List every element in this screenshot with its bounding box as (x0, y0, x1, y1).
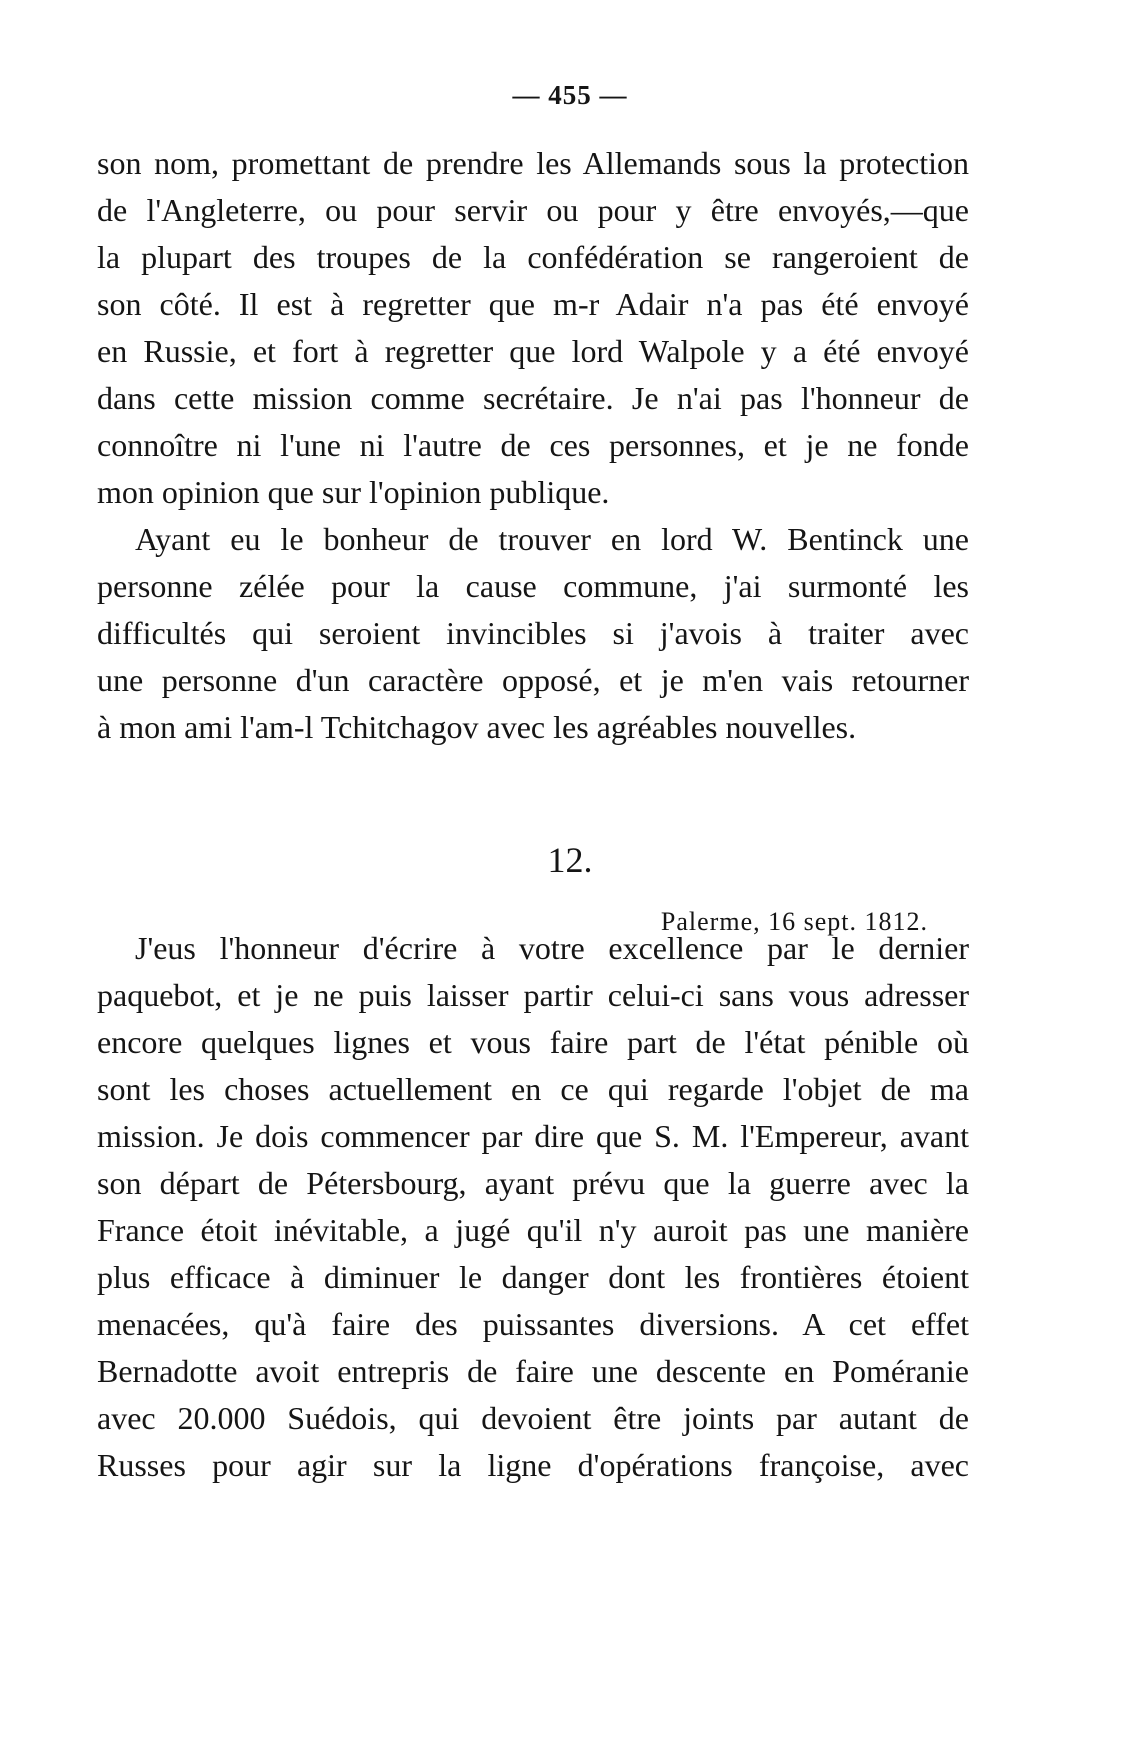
text-line: dans cette mission comme secrétaire. Je n'ai pas l'honneur de (97, 380, 969, 416)
text-line: sont les choses actuellement en ce qui regarde l'objet de ma (97, 1071, 969, 1107)
letter-number: 12. (547, 840, 593, 880)
text-line: personne zélée pour la cause commune, j'ai surmonté les (97, 568, 969, 604)
text-line: Bernadotte avoit entrepris de faire une descente en Poméranie (97, 1353, 969, 1389)
letter-dateline: Palerme, 16 sept. 1812. (660, 907, 928, 936)
text-line: paquebot, et je ne puis laisser partir celui-ci sans vous adresser (97, 977, 969, 1013)
text-line: son côté. Il est à regretter que m-r Adair n'a pas été envoyé (97, 286, 969, 322)
text-line: de l'Angleterre, ou pour servir ou pour y être envoyés,—que (97, 192, 969, 228)
text-line: Ayant eu le bonheur de trouver en lord W. Bentinck une (135, 521, 969, 557)
text-line: encore quelques lignes et vous faire part de l'état pénible où (97, 1024, 969, 1060)
text-line: à mon ami l'am-l Tchitchagov avec les agréables nouvelles. (97, 709, 857, 745)
text-line: en Russie, et fort à regretter que lord Walpole y a été envoyé (97, 333, 969, 369)
text-line: mission. Je dois commencer par dire que S. M. l'Empereur, avant (97, 1118, 969, 1154)
text-line: connoître ni l'une ni l'autre de ces personnes, et je ne fonde (97, 427, 969, 463)
text-line: plus efficace à diminuer le danger dont les frontières étoient (97, 1259, 969, 1295)
text-line: Russes pour agir sur la ligne d'opérations françoise, avec (97, 1447, 969, 1483)
text-line: une personne d'un caractère opposé, et je m'en vais retourner (97, 662, 969, 698)
page-number: — 455 — (512, 80, 628, 110)
text-line: France étoit inévitable, a jugé qu'il n'y auroit pas une manière (97, 1212, 969, 1248)
text-line: difficultés qui seroient invincibles si j'avois à traiter avec (97, 615, 969, 651)
text-line: J'eus l'honneur d'écrire à votre excellence par le dernier (135, 930, 969, 966)
text-line: mon opinion que sur l'opinion publique. (97, 474, 610, 510)
continued-letter-text (97, 140, 969, 751)
text-line: menacées, qu'à faire des puissantes diversions. A cet effet (97, 1306, 969, 1342)
letter-12-text (97, 925, 969, 1489)
text-line: avec 20.000 Suédois, qui devoient être joints par autant de (97, 1400, 969, 1436)
text-line: son départ de Pétersbourg, ayant prévu que la guerre avec la (97, 1165, 969, 1201)
text-line: la plupart des troupes de la confédération se rangeroient de (97, 239, 969, 275)
text-line: son nom, promettant de prendre les Allemands sous la protection (97, 145, 969, 181)
